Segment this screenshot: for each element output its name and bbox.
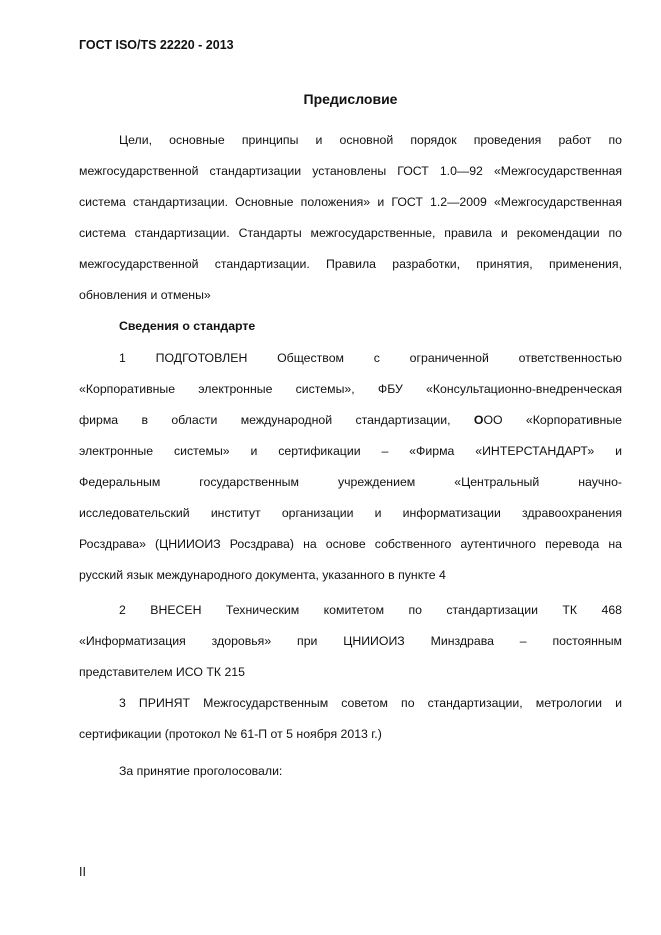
foreword-line: межгосударственной стандартизации. Правила разработки, принятия, применения, bbox=[79, 257, 622, 271]
item-1-line: фирма в области международной стандартизации, ООО «Корпоративные bbox=[79, 413, 623, 427]
item-1-line: 1 ПОДГОТОВЛЕН Обществом с ограниченной ответственностью bbox=[119, 351, 622, 365]
foreword-line: система стандартизации. Основные положения» и ГОСТ 1.2—2009 «Межгосударственная bbox=[79, 195, 622, 209]
foreword-line: Цели, основные принципы и основной порядок проведения работ по bbox=[119, 133, 622, 147]
item-3-paragraph bbox=[79, 688, 622, 750]
info-heading: Сведения о стандарте bbox=[119, 319, 256, 333]
item-2-line: 2 ВНЕСЕН Техническим комитетом по стандартизации ТК 468 bbox=[119, 603, 622, 617]
foreword-line: обновления и отмены» bbox=[79, 288, 211, 302]
item-1-line: исследовательский институт организации и информатизации здравоохранения bbox=[79, 506, 622, 520]
item-3-line: сертификации (протокол № 61-П от 5 ноября 2013 г.) bbox=[79, 727, 382, 741]
document-header: ГОСТ ISO/TS 22220 - 2013 bbox=[79, 38, 234, 52]
item-1-line: Федеральным государственным учреждением «Центральный научно- bbox=[79, 475, 622, 489]
item-2-paragraph bbox=[79, 595, 622, 688]
foreword-paragraph bbox=[79, 125, 622, 311]
item-1-line: Росздрава» (ЦНИИОИЗ Росздрава) на основе собственного аутентичного перевода на bbox=[79, 537, 622, 551]
item-2-line: представителем ИСО ТК 215 bbox=[79, 665, 245, 679]
item-1-paragraph bbox=[79, 343, 622, 591]
foreword-line: межгосударственной стандартизации установлены ГОСТ 1.0—92 «Межгосударственная bbox=[79, 164, 622, 178]
item-3-line: 3 ПРИНЯТ Межгосударственным советом по стандартизации, метрологии и bbox=[119, 696, 622, 710]
ooo-bold-letter: О bbox=[473, 413, 484, 427]
page-title: Предисловие bbox=[303, 91, 398, 107]
page-number: II bbox=[79, 865, 86, 879]
item-1-line: русский язык международного документа, указанного в пункте 4 bbox=[79, 568, 446, 582]
item-1-line: «Корпоративные электронные системы», ФБУ «Консультационно-внедренческая bbox=[79, 382, 622, 396]
voted-heading: За принятие проголосовали: bbox=[119, 764, 283, 778]
item-2-line: «Информатизация здоровья» при ЦНИИОИЗ Минздрава – постоянным bbox=[79, 634, 622, 648]
item-1-line: электронные системы» и сертификации – «Фирма «ИНТЕРСТАНДАРТ» и bbox=[79, 444, 622, 458]
foreword-line: система стандартизации. Стандарты межгосударственные, правила и рекомендации по bbox=[79, 226, 622, 240]
